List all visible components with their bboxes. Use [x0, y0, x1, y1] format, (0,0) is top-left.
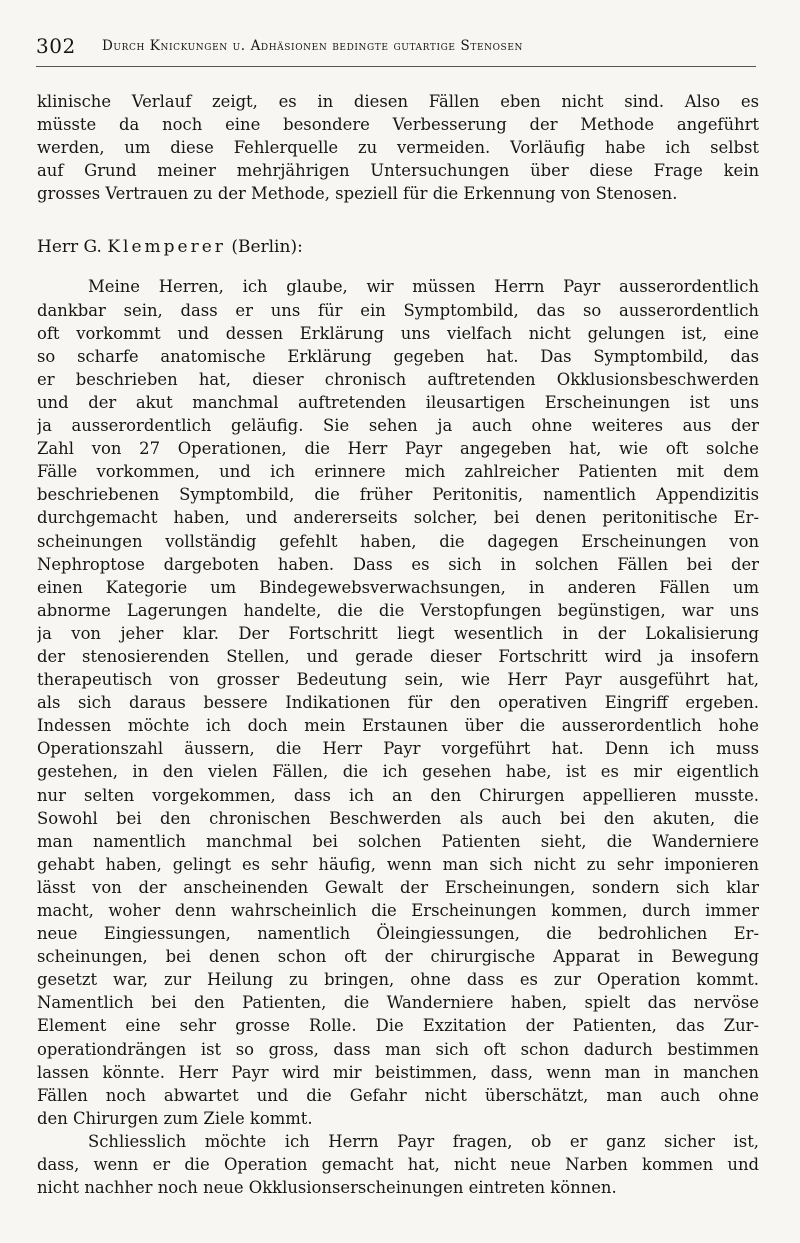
text-line: abnorme Lagerungen handelte, die die Verstopfungen begünstigen, war uns: [37, 600, 759, 620]
section-gap: [37, 205, 759, 235]
text-line: Sowohl bei den chronischen Beschwerden als auch bei den akuten, die: [37, 808, 759, 828]
text-line: macht, woher denn wahrscheinlich die Erscheinungen kommen, durch immer: [37, 901, 759, 920]
speaker-location: (Berlin):: [231, 237, 303, 258]
text-line: Namentlich bei den Patienten, die Wanderniere haben, spielt das nervöse: [37, 993, 759, 1013]
text-line: einen Kategorie um Bindegewebsverwachsungen, in anderen Fällen um: [37, 577, 759, 597]
text-line: werden, um diese Fehlerquelle zu vermeiden. Vorläufig habe ich selbst: [37, 138, 759, 158]
speaker-heading: [37, 235, 759, 259]
text-line: Fälle vorkommen, und ich erinnere mich zahlreicher Patienten mit dem: [37, 462, 759, 482]
text-line: er beschrieben hat, dieser chronisch auftretenden Okklusionsbeschwerden: [37, 369, 759, 389]
paragraph-speech: [37, 275, 759, 1129]
speaker-name: Klemperer: [107, 237, 226, 258]
text-line: gestehen, in den vielen Fällen, die ich gesehen habe, ist es mir eigentlich: [37, 762, 759, 782]
text-line: therapeutisch von grosser Bedeutung sein, wie Herr Payr ausgeführt hat,: [37, 670, 759, 690]
text-line: gehabt haben, gelingt es sehr häufig, wenn man sich nicht zu sehr imponieren: [37, 854, 759, 874]
body-text: [37, 90, 759, 1199]
text-line: nicht nachher noch neue Okklusionserscheinungen eintreten können.: [37, 1178, 617, 1198]
text-line: scheinungen vollständig gefehlt haben, die dagegen Erscheinungen von: [37, 531, 759, 551]
text-line: neue Eingiessungen, namentlich Öleingiessungen, die bedrohlichen Er-: [37, 924, 759, 944]
text-line: der stenosierenden Stellen, und gerade dieser Fortschritt wird ja insofern: [37, 646, 759, 666]
text-line: man namentlich manchmal bei solchen Patienten sieht, die Wanderniere: [37, 831, 759, 851]
text-line: Meine Herren, ich glaube, wir müssen Herrn Payr ausserordentlich: [88, 277, 759, 297]
speaker-prefix: Herr G.: [37, 237, 102, 258]
text-line: scheinungen, bei denen schon oft der chirurgische Apparat in Bewegung: [37, 947, 759, 967]
text-line: lassen könnte. Herr Payr wird mir beistimmen, dass, wenn man in manchen: [37, 1062, 759, 1082]
text-line: als sich daraus bessere Indikationen für den operativen Eingriff ergeben.: [37, 693, 759, 713]
text-line: Fällen noch abwartet und die Gefahr nicht überschätzt, man auch ohne: [37, 1085, 759, 1105]
text-line: Schliesslich möchte ich Herrn Payr fragen, ob er ganz sicher ist,: [88, 1131, 759, 1151]
page-number: 302: [36, 34, 76, 58]
text-line: dass, wenn er die Operation gemacht hat, nicht neue Narben kommen und: [37, 1155, 759, 1175]
text-line: müsste da noch eine besondere Verbesserung der Methode angeführt: [37, 115, 759, 135]
text-line: oft vorkommt und dessen Erklärung uns vielfach nicht gelungen ist, eine: [37, 323, 759, 343]
paragraph-question: [37, 1130, 759, 1199]
text-line: Element eine sehr grosse Rolle. Die Exzitation der Patienten, das Zur-: [37, 1016, 759, 1036]
text-line: beschriebenen Symptombild, die früher Peritonitis, namentlich Appendizitis: [37, 485, 759, 505]
text-line: auf Grund meiner mehrjährigen Untersuchungen über diese Frage kein: [37, 161, 759, 181]
text-line: ja von jeher klar. Der Fortschritt liegt wesentlich in der Lokalisierung: [37, 623, 759, 643]
text-line: ja ausserordentlich geläufig. Sie sehen ja auch ohne weiteres aus der: [37, 416, 759, 436]
paragraph-continued: [37, 90, 759, 205]
text-line: grosses Vertrauen zu der Methode, speziell für die Erkennung von Stenosen.: [37, 184, 678, 204]
text-line: Indessen möchte ich doch mein Erstaunen über die ausserordentlich hohe: [37, 716, 759, 736]
running-head: [36, 34, 756, 67]
text-line: nur selten vorgekommen, dass ich an den Chirurgen appellieren musste.: [37, 785, 759, 805]
text-line: Zahl von 27 Operationen, die Herr Payr angegeben hat, wie oft solche: [37, 439, 759, 459]
text-line: Operationszahl äussern, die Herr Payr vorgeführt hat. Denn ich muss: [37, 739, 759, 759]
text-line: operationdrängen ist so gross, dass man sich oft schon dadurch bestimmen: [37, 1039, 759, 1059]
text-line: den Chirurgen zum Ziele kommt.: [37, 1108, 313, 1128]
running-head-title: Durch Knickungen u. Adhäsionen bedingte gutartige Stenosen: [102, 38, 523, 54]
text-line: so scharfe anatomische Erklärung gegeben hat. Das Symptombild, das: [37, 346, 759, 366]
text-line: durchgemacht haben, und andererseits solcher, bei denen peritonitische Er-: [37, 508, 759, 528]
text-line: gesetzt war, zur Heilung zu bringen, ohne dass es zur Operation kommt.: [37, 970, 759, 990]
text-line: Nephroptose dargeboten haben. Dass es sich in solchen Fällen bei der: [37, 554, 759, 574]
text-line: dankbar sein, dass er uns für ein Symptombild, das so ausserordentlich: [37, 300, 759, 320]
text-line: klinische Verlauf zeigt, es in diesen Fällen eben nicht sind. Also es: [37, 92, 759, 111]
text-line: lässt von der anscheinenden Gewalt der Erscheinungen, sondern sich klar: [37, 877, 759, 897]
text-line: und der akut manchmal auftretenden ileusartigen Erscheinungen ist uns: [37, 392, 759, 412]
